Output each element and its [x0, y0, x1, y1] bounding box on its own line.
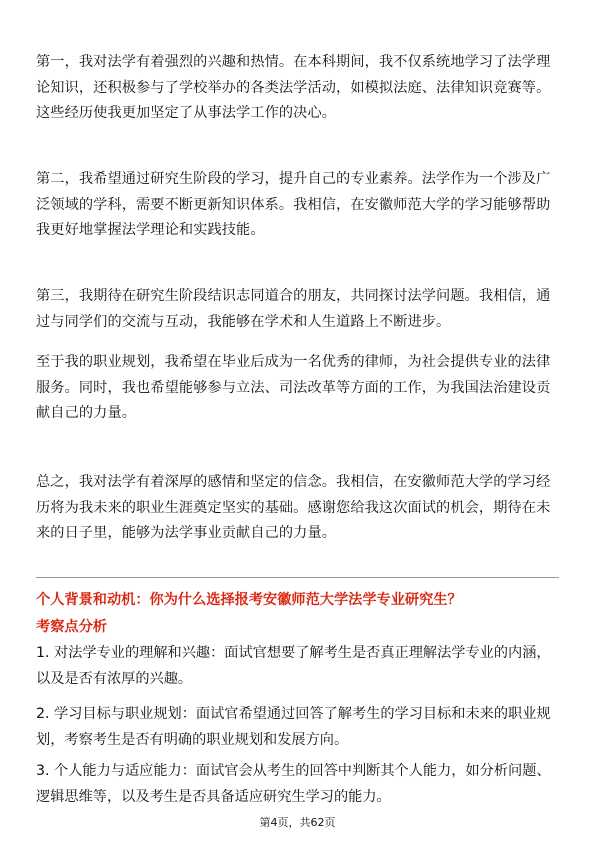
answer-paragraph-3: 第三，我期待在研究生阶段结识志同道合的朋友，共同探讨法学问题。我相信，通过与同学们的交流与互动，我能够在学术和人生道路上不断进步。	[36, 288, 551, 330]
answer-paragraph-2: 第二，我希望通过研究生阶段的学习，提升自己的专业素养。法学作为一个涉及广泛领域的学科，需要不断更新知识体系。我相信，在安徽师范大学的学习能够帮助我更好地掌握法学理论和实践技能。	[36, 171, 551, 238]
answer-paragraph-5: 总之，我对法学有着深厚的感情和坚定的信念。我相信，在安徽师范大学的学习经历将为我未来的职业生涯奠定坚实的基础。感谢您给我这次面试的机会，期待在未来的日子里，能够为法学事业贡献自己的力量。	[36, 474, 551, 541]
analysis-item-3: 3. 个人能力与适应能力：面试官会从考生的回答中判断其个人能力，如分析问题、逻辑思维等，以及考生是否具备适应研究生学习的能力。	[36, 763, 551, 805]
question-heading: 个人背景和动机：你为什么选择报考安徽师范大学法学专业研究生？	[36, 592, 462, 608]
answer-paragraph-4: 至于我的职业规划，我希望在毕业后成为一名优秀的律师，为社会提供专业的法律服务。同时，我也希望能够参与立法、司法改革等方面的工作，为我国法治建设贡献自己的力量。	[36, 354, 551, 421]
section-divider	[36, 577, 559, 578]
answer-paragraph-1: 第一，我对法学有着强烈的兴趣和热情。在本科期间，我不仅系统地学习了法学理论知识，还积极参与了学校举办的各类法学活动，如模拟法庭、法律知识竞赛等。这些经历使我更加坚定了从事法学工作的决心。	[36, 54, 551, 121]
page-number-footer: 第4页，共62页	[259, 816, 336, 829]
analysis-heading: 考察点分析	[36, 619, 107, 635]
analysis-item-1: 1. 对法学专业的理解和兴趣：面试官想要了解考生是否真正理解法学专业的内涵，以及是否有浓厚的兴趣。	[36, 645, 551, 687]
analysis-item-2: 2. 学习目标与职业规划：面试官希望通过回答了解考生的学习目标和未来的职业规划，考察考生是否有明确的职业规划和发展方向。	[36, 706, 551, 748]
